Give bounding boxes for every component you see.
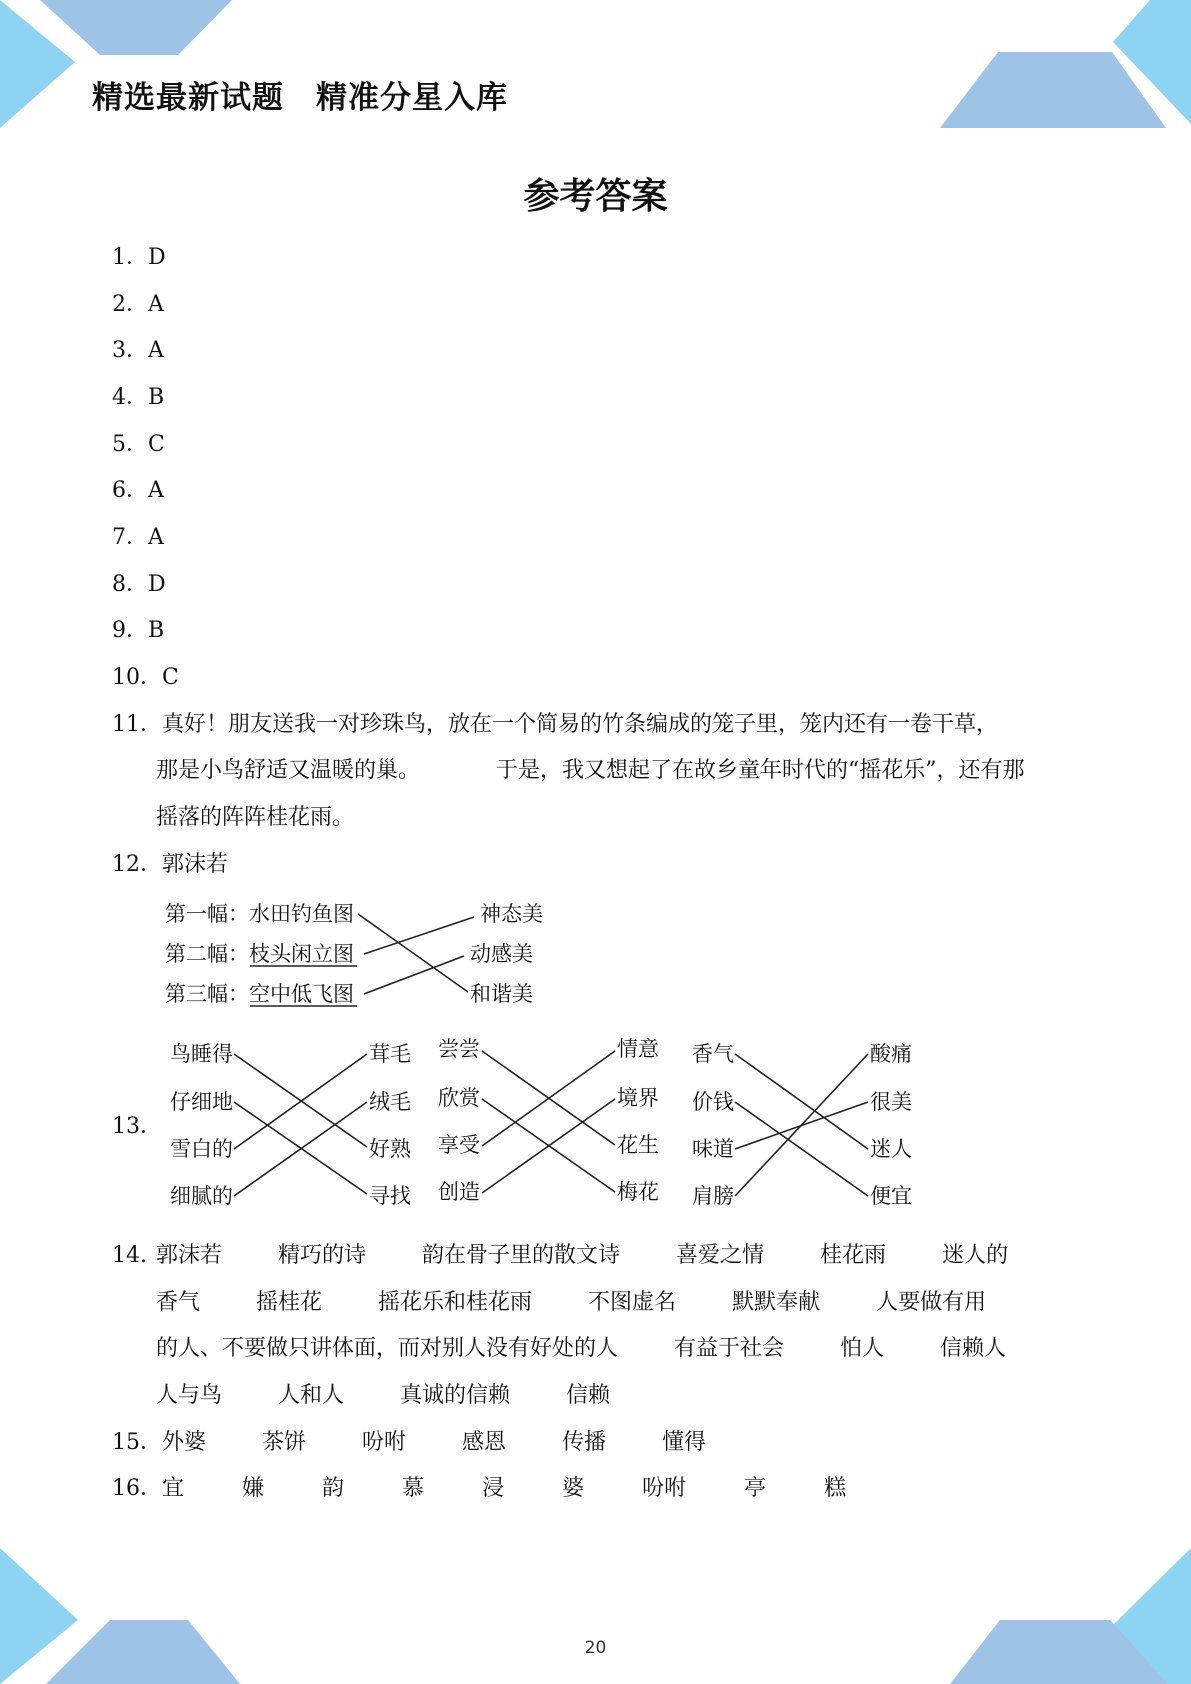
answer-14-line-4 (156, 1372, 1126, 1419)
answer-text: C (162, 665, 179, 690)
answer-number: 14. (112, 1243, 147, 1268)
answer-text: 那是小鸟舒适又温暖的巢。 (156, 758, 421, 783)
answer-item: 有益于社会 (674, 1336, 785, 1361)
q12-link-2-1 (364, 917, 474, 954)
answer-item: 浸 (482, 1476, 505, 1501)
answer-text: A (148, 525, 164, 550)
q12-matching (165, 902, 543, 1006)
answer-item: 亭 (744, 1476, 767, 1501)
q13-g3-right-4: 便宜 (870, 1184, 912, 1208)
answer-number: 8． (112, 572, 148, 597)
q13-g3-link-4 (735, 1054, 868, 1196)
answer-text: D (148, 572, 166, 597)
q13-g3-link-1 (735, 1054, 868, 1149)
answer-16 (112, 1465, 1082, 1512)
answer-number: 6． (112, 478, 148, 503)
answer-item: 不图虚名 (588, 1290, 677, 1315)
answer-text: A (148, 292, 164, 317)
answer-number: 2． (112, 292, 148, 317)
answer-item: 外婆 (162, 1430, 207, 1455)
q13-g1-left-1: 鸟睡得 (170, 1042, 233, 1066)
answer-15 (112, 1419, 1082, 1466)
answer-item: 吩咐 (642, 1476, 687, 1501)
q13-g3-link-2 (735, 1102, 868, 1196)
q13-g1-left-3: 雪白的 (170, 1137, 233, 1161)
answer-item: 怕人 (840, 1336, 885, 1361)
answer-text: 真好！朋友送我一对珍珠鸟，放在一个简易的竹条编成的笼子里，笼内还有一卷干草， (162, 712, 999, 737)
answer-item: 真诚的信赖 (400, 1383, 511, 1408)
answer-item: 糕 (824, 1476, 847, 1501)
answer-item: 吩咐 (362, 1430, 407, 1455)
answer-item: 韵 (322, 1476, 345, 1501)
answer-text: 摇落的阵阵桂花雨。 (156, 805, 355, 830)
answer-number: 15． (112, 1430, 162, 1455)
q13-g2-left-2: 欣赏 (438, 1086, 480, 1110)
q13-g2-right-3: 花生 (617, 1133, 659, 1157)
q13-g1-right-4: 寻找 (369, 1184, 411, 1208)
answer-text: A (148, 478, 164, 503)
answer-text: 郭沫若 (162, 852, 229, 877)
q13-g3-left-1: 香气 (692, 1042, 734, 1066)
answer-number: 7． (112, 525, 148, 550)
answer-item: 桂花雨 (820, 1243, 887, 1268)
answer-item: 信赖人 (940, 1336, 1007, 1361)
answer-item: 迷人的 (942, 1243, 1009, 1268)
answer-item: 慕 (402, 1476, 425, 1501)
answer-item: 精巧的诗 (278, 1243, 367, 1268)
answer-text: B (148, 618, 165, 643)
q12-left-1: 第一幅：水田钓鱼图 (165, 902, 354, 926)
answer-number: 12． (112, 852, 162, 877)
answer-item: 懂得 (662, 1430, 707, 1455)
answer-text: A (148, 338, 164, 363)
answer-number: 5． (112, 432, 148, 457)
page-title: 参考答案 (523, 176, 668, 217)
q13-g2-left-4: 创造 (438, 1180, 480, 1204)
q13-g2-right-2: 境界 (617, 1086, 659, 1110)
q13-g3-left-3: 味道 (692, 1137, 734, 1161)
answer-number: 3． (112, 338, 148, 363)
answer-item: 嫌 (242, 1476, 265, 1501)
q13-g2-left-1: 尝尝 (438, 1037, 480, 1061)
answer-number: 13． (112, 1114, 162, 1139)
q12-right-3: 和谐美 (470, 982, 533, 1006)
answer-item: 信赖 (566, 1383, 611, 1408)
answer-number: 4． (112, 385, 148, 410)
answer-item: 婆 (562, 1476, 585, 1501)
answer-item: 感恩 (462, 1430, 507, 1455)
q13-g3-right-1: 酸痛 (870, 1042, 912, 1066)
answer-item: 郭沫若 (156, 1243, 223, 1268)
answer-text: 于是，我又想起了在故乡童年时代的“摇花乐”，还有那 (496, 758, 1025, 783)
answer-item: 传播 (562, 1430, 607, 1455)
answer-text: B (148, 385, 165, 410)
answer-item: 摇花乐和桂花雨 (378, 1290, 533, 1315)
q12-right-1: 神态美 (480, 902, 543, 926)
q13-g2-right-4: 梅花 (617, 1180, 659, 1204)
q13-group-2 (438, 1037, 659, 1204)
header-brand: 精选最新试题 精准分星入库 (92, 80, 508, 116)
q13-g3-right-2: 很美 (870, 1090, 912, 1114)
q13-g2-left-3: 享受 (438, 1133, 480, 1157)
answer-14-line-1 (112, 1232, 1082, 1279)
q12-right-2: 动感美 (470, 942, 533, 966)
q13-g2-right-1: 情意 (617, 1037, 659, 1061)
answer-item: 宜 (162, 1476, 185, 1501)
q13-g3-right-3: 迷人 (870, 1137, 912, 1161)
answer-number: 1． (112, 245, 148, 270)
answer-item: 茶饼 (262, 1430, 307, 1455)
answer-number: 9． (112, 618, 148, 643)
answer-text: C (148, 432, 165, 457)
q13-g1-right-1: 茸毛 (369, 1042, 411, 1066)
q12-left-2: 第二幅：枝头闲立图 (165, 942, 354, 966)
page-number: 20 (584, 1638, 607, 1658)
answer-item: 人和人 (278, 1383, 345, 1408)
answer-text: D (148, 245, 166, 270)
q13-g3-left-4: 肩膀 (692, 1184, 734, 1208)
answer-item: 人与鸟 (156, 1383, 223, 1408)
answer-number: 11． (112, 712, 162, 737)
q13-group-1 (170, 1042, 412, 1208)
q12-link-1-3 (358, 914, 468, 992)
answer-item: 摇桂花 (256, 1290, 323, 1315)
q13-g1-right-3: 好熟 (369, 1137, 411, 1161)
answer-number: 16． (112, 1476, 162, 1501)
answer-item: 香气 (156, 1290, 201, 1315)
answer-14-line-3 (156, 1325, 1126, 1372)
q13-g1-left-4: 细腻的 (170, 1184, 233, 1208)
answer-item: 默默奉献 (732, 1290, 821, 1315)
q13-group-3 (692, 1042, 912, 1208)
q12-link-3-2 (364, 956, 464, 994)
answer-item: 喜爱之情 (676, 1243, 765, 1268)
q13-g1-right-2: 绒毛 (369, 1090, 411, 1114)
answer-item: 韵在骨子里的散文诗 (422, 1243, 621, 1268)
q13-g3-left-2: 价钱 (692, 1090, 734, 1114)
answer-item: 的人、不要做只讲体面，而对别人没有好处的人 (156, 1336, 619, 1361)
answer-number: 10． (112, 665, 162, 690)
q12-left-3: 第三幅：空中低飞图 (165, 982, 354, 1006)
answer-14-line-2 (156, 1279, 1126, 1326)
answer-item: 人要做有用 (876, 1290, 987, 1315)
q13-g1-left-2: 仔细地 (170, 1090, 233, 1114)
